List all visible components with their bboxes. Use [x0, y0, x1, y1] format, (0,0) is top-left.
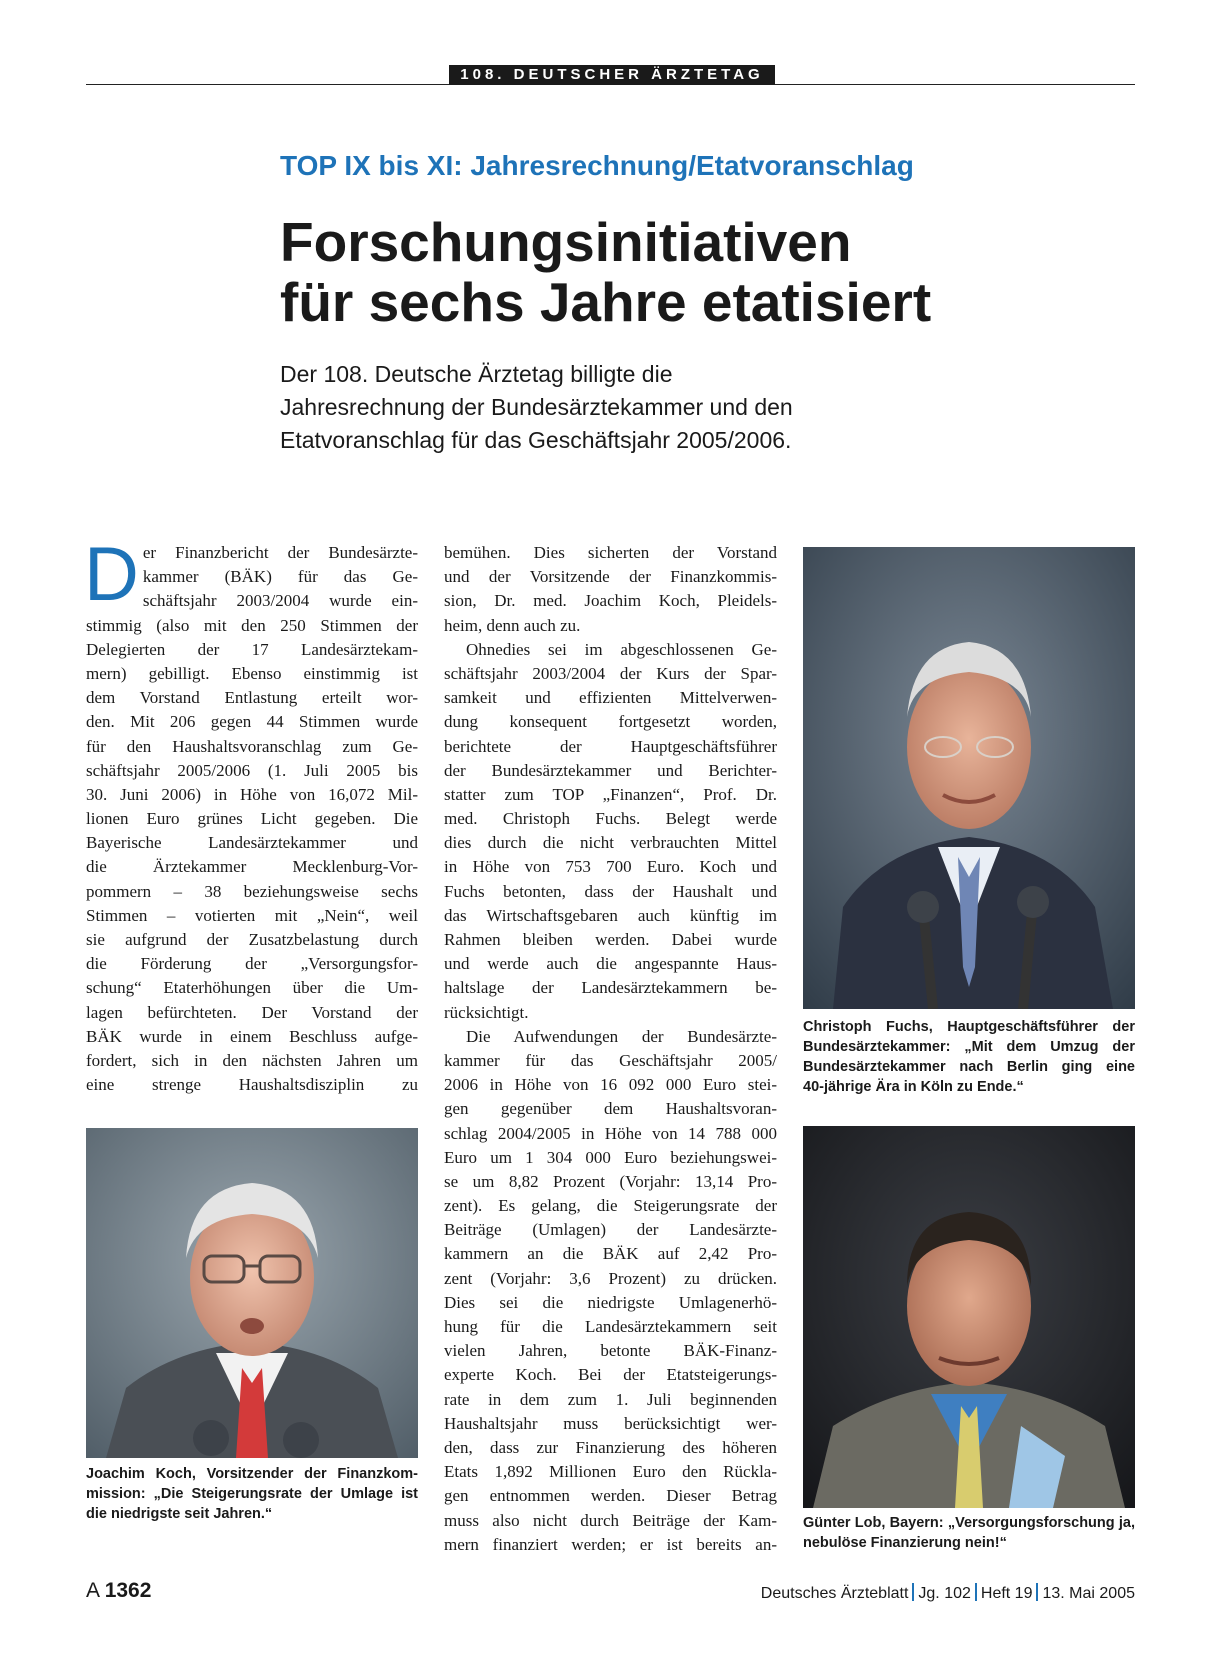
body-line: med. Christoph Fuchs. Belegt werde [444, 809, 777, 829]
body-line: Etats 1,892 Millionen Euro den Rückla- [444, 1462, 777, 1482]
caption-line: 40-jährige Ära in Köln zu Ende.“ [803, 1079, 1024, 1095]
article-kicker: TOP IX bis XI: Jahresrechnung/Etatvoranschlag [280, 150, 914, 181]
lead-line: Etatvoranschlag für das Geschäftsjahr 2005/2006. [280, 427, 792, 453]
body-line: die Förderung der „Versorgungsfor- [86, 954, 418, 974]
body-line: statter zum TOP „Finanzen“, Prof. Dr. [444, 784, 777, 804]
caption-line: nebulöse Finanzierung nein!“ [803, 1535, 1007, 1551]
body-line: se um 8,82 Prozent (Vorjahr: 13,14 Pro- [444, 1171, 777, 1191]
body-line: sion, Dr. med. Joachim Koch, Pleidels- [444, 591, 777, 611]
body-line: Ohnedies sei im abgeschlossenen Ge- [466, 639, 777, 659]
body-line: heim, denn auch zu. [444, 615, 581, 635]
photo-joachim-koch [86, 1128, 418, 1458]
body-line: kammer (BÄK) für das Ge- [142, 567, 418, 587]
section-rubric: 108. DEUTSCHER ÄRZTETAG [449, 65, 775, 85]
body-line: gen gegenüber dem Haushaltsvoran- [444, 1099, 777, 1119]
body-line: rücksichtigt. [444, 1002, 529, 1022]
body-line: mern) gebilligt. Ebenso einstimmig ist [86, 663, 418, 683]
body-line: vielen Jahren, betonte BÄK-Finanz- [444, 1341, 777, 1361]
body-line: Stimmen – votierten mit „Nein“, weil [86, 905, 418, 925]
body-line: 2006 in Höhe von 16 092 000 Euro stei- [444, 1075, 777, 1095]
body-line: schäftsjahr 2003/2004 wurde ein- [142, 591, 418, 611]
caption-line: Christoph Fuchs, Hauptgeschäftsführer der [803, 1019, 1135, 1035]
body-line: BÄK wurde in einem Beschluss aufge- [86, 1026, 418, 1046]
body-line: dies durch die nicht verbrauchten Mittel [444, 833, 777, 853]
volume: Jg. 102 [918, 1585, 971, 1602]
body-line: zent). Es gelang, die Steigerungsrate der [444, 1196, 777, 1216]
body-line: schäftsjahr 2005/2006 (1. Juli 2005 bis [86, 760, 418, 780]
caption-line: mission: „Die Steigerungsrate der Umlage ist [86, 1486, 418, 1502]
body-line: sie aufgrund der Zusatzbelastung durch [86, 930, 418, 949]
body-line: schung“ Etaterhöhungen über die Um- [86, 978, 418, 998]
page-number [86, 1579, 151, 1603]
body-line: bemühen. Dies sicherten der Vorstand [444, 543, 777, 562]
caption-line: Joachim Koch, Vorsitzender der Finanzkom- [86, 1466, 418, 1482]
body-line: das Wirtschaftsgebaren auch künftig im [444, 905, 777, 925]
body-line: er Finanzbericht der Bundesärzte- [142, 543, 418, 562]
article-column-1 [84, 532, 418, 1097]
caption-line: Bundesärztekammer: „Mit dem Umzug der [803, 1039, 1135, 1055]
article-headline [280, 212, 931, 332]
body-line: samkeit und effizienten Mittelverwen- [444, 688, 777, 708]
body-line: Beiträge (Umlagen) der Landesärzte- [444, 1220, 777, 1240]
body-line: hung für die Landesärztekammern seit [444, 1317, 777, 1336]
page-prefix: A [86, 1579, 99, 1602]
body-line: schlag 2004/2005 in Höhe von 14 788 000 [444, 1123, 777, 1143]
body-line: Dies sei die niedrigste Umlagenerhö- [444, 1292, 777, 1312]
drop-cap: D [84, 532, 139, 617]
article-lead [280, 358, 860, 457]
body-line: 30. Juni 2006) in Höhe von 16,072 Mil- [86, 784, 418, 804]
body-line: den, dass zur Finanzierung des höheren [444, 1437, 777, 1457]
body-line: für den Haushaltsvoranschlag zum Ge- [86, 736, 418, 756]
photo-guenter-lob [803, 1126, 1135, 1508]
headline-line: für sechs Jahre etatisiert [280, 271, 932, 333]
body-line: experte Koch. Bei der Etatsteigerungs- [444, 1365, 777, 1385]
body-line: Die Aufwendungen der Bundesärzte- [466, 1026, 777, 1046]
issue: Heft 19 [980, 1585, 1033, 1602]
body-line: Bayerische Landesärztekammer und [86, 833, 418, 853]
issue-date: 13. Mai 2005 [1042, 1585, 1135, 1602]
body-line: lionen Euro grünes Licht gegeben. Die [86, 809, 418, 829]
caption-joachim-koch [86, 1464, 418, 1524]
body-line: zent (Vorjahr: 3,6 Prozent) zu drücken. [444, 1268, 777, 1288]
body-line: in Höhe von 753 700 Euro. Koch und [444, 857, 777, 877]
page-number-value: 1362 [104, 1579, 152, 1602]
body-line: und der Vorsitzende der Finanzkommis- [444, 567, 777, 587]
caption-line: Günter Lob, Bayern: „Versorgungsforschung ja, [803, 1515, 1135, 1531]
body-line: kammer für das Geschäftsjahr 2005/ [444, 1050, 777, 1070]
publication-name: Deutsches Ärzteblatt [760, 1585, 909, 1602]
body-line: mern finanziert werden; er ist bereits an- [444, 1534, 777, 1554]
body-line: gen entnommen werden. Dieser Betrag [444, 1486, 777, 1506]
caption-line: Bundesärztekammer nach Berlin ging eine [803, 1059, 1135, 1075]
photo-christoph-fuchs [803, 547, 1135, 1009]
footer-separator [1036, 1583, 1038, 1601]
lead-line: Jahresrechnung der Bundesärztekammer und den [280, 394, 793, 420]
caption-guenter-lob [803, 1513, 1135, 1553]
body-line: und werde auch die angespannte Haus- [444, 954, 777, 974]
article-column-2 [444, 541, 777, 1557]
lead-line: Der 108. Deutsche Ärztetag billigte die [280, 361, 673, 387]
body-line: dem Vorstand Entlastung erteilt wor- [86, 688, 418, 708]
body-line: muss also nicht durch Beiträge der Kam- [444, 1510, 777, 1530]
body-line: Haushaltsjahr muss berücksichtigt wer- [444, 1413, 777, 1433]
body-line: stimmig (also mit den 250 Stimmen der [86, 615, 418, 635]
body-line: fordert, sich in den nächsten Jahren um [86, 1050, 418, 1070]
body-line: der Bundesärztekammer und Berichter- [444, 760, 777, 780]
body-line: die Ärztekammer Mecklenburg-Vor- [86, 857, 418, 877]
body-line: lagen befürchteten. Der Vorstand der [86, 1002, 418, 1022]
body-line: rate in dem zum 1. Juli beginnenden [444, 1389, 777, 1409]
headline-line: Forschungsinitiativen [280, 211, 852, 273]
body-line: dung konsequent fortgesetzt worden, [444, 712, 777, 732]
body-line: schäftsjahr 2003/2004 der Kurs der Spar- [444, 663, 777, 683]
body-line: pommern – 38 beziehungsweise sechs [86, 881, 418, 901]
footer-separator [975, 1583, 977, 1601]
body-line: kammern an die BÄK auf 2,42 Pro- [444, 1244, 777, 1264]
caption-line: die niedrigste seit Jahren.“ [86, 1506, 273, 1522]
caption-christoph-fuchs [803, 1017, 1135, 1097]
footer-separator [912, 1583, 914, 1601]
body-line: haltslage der Landesärztekammern be- [444, 978, 777, 998]
body-line: Rahmen bleiben werden. Dabei wurde [444, 930, 777, 949]
body-line: eine strenge Haushaltsdisziplin zu [86, 1075, 418, 1095]
body-line: Euro um 1 304 000 Euro beziehungswei- [444, 1147, 777, 1167]
body-line: den. Mit 206 gegen 44 Stimmen wurde [86, 712, 418, 732]
body-line: Delegierten der 17 Landesärztekam- [86, 639, 418, 659]
footer-publication-info [761, 1583, 1135, 1603]
body-line: Fuchs betonten, dass der Haushalt und [444, 881, 777, 901]
body-line: berichtete der Hauptgeschäftsführer [444, 736, 777, 756]
